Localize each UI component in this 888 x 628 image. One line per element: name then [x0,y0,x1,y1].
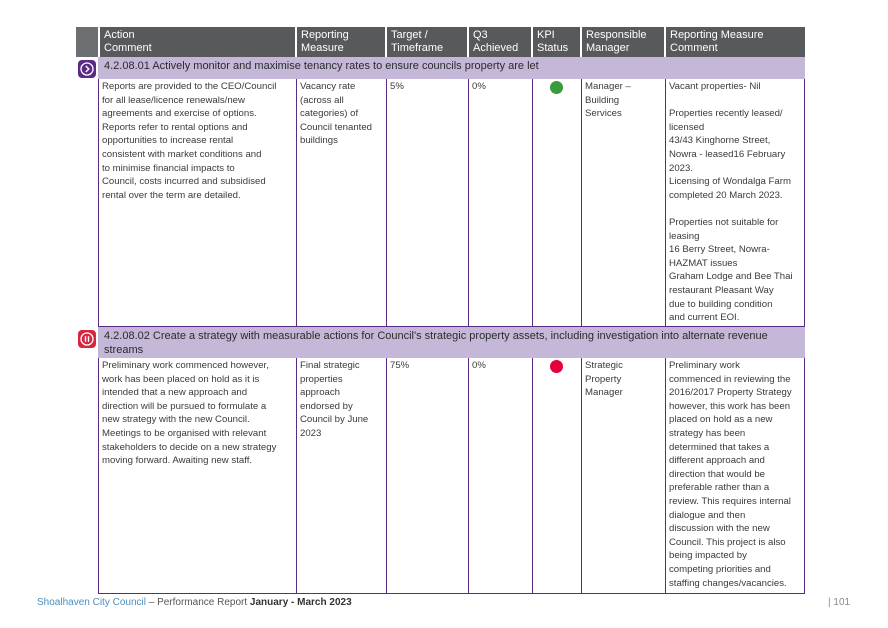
footer-separator: – [145,597,158,608]
chevron-right-circle-icon [78,60,96,78]
header-action-comment: Action Comment [100,27,295,57]
achieved-cell: 0% [468,358,532,593]
responsible-manager-cell: Strategic Property Manager [581,358,665,593]
reporting-measure-cell: Vacancy rate (across all categories) of Council tenanted buildings [296,79,386,326]
table-row [98,358,805,594]
table-row [98,79,805,327]
section-title-4-2-08-02: 4.2.08.02 Create a strategy with measurable actions for Council's strategic property assets, including investigation into alternate revenue streams [98,327,805,358]
reporting-measure-cell: Final strategic properties approach endorsed by Council by June 2023 [296,358,386,593]
footer-report: Performance Report [157,597,250,608]
header-q3-achieved: Q3 Achieved [469,27,531,57]
page-number: | 101 [828,597,851,608]
achieved-cell: 0% [468,79,532,326]
target-cell: 75% [386,358,468,593]
action-comment-cell: Reports are provided to the CEO/Council for all lease/licence renewals/new agreements and exercise of options. Reports refer to rental options and opportunities to increase rental consistent with market conditions and to minimise financial impacts to Council, costs incurred and subsidised rental over the term are detailed. [102,81,277,201]
footer-org: Shoalhaven City Council [37,597,146,608]
header-reporting-measure-comment: Reporting Measure Comment [666,27,805,57]
header-reporting-measure: Reporting Measure [297,27,385,57]
kpi-status-cell [532,358,581,593]
kpi-status-cell [532,79,581,326]
pause-circle-icon [78,330,96,348]
kpi-status-red-dot [550,360,563,373]
measure-comment-cell: Vacant properties- Nil Properties recently leased/ licensed 43/43 Kinghorne Street, Nowra - leased16 February 2023. Licensing of Wondalga Farm completed 20 March 2023. Properties not suitable for leasing 16 Berry Street, Nowra- HAZMAT issues Graham Lodge and Bee Thai restaurant Pleasant Way due to building condition and current EOI. [665,79,804,326]
target-cell: 5% [386,79,468,326]
header-target-timeframe: Target / Timeframe [387,27,467,57]
measure-comment-cell: Preliminary work commenced in reviewing the 2016/2017 Property Strategy however, this work has been placed on hold as a new strategy has been determined that takes a different approach and direction that would be preferable rather than a review. This requires internal dialogue and then discussion with the new Council. This project is also being impacted by competing priorities and staffing changes/vacancies. [665,358,804,593]
section-title-4-2-08-01: 4.2.08.01 Actively monitor and maximise tenancy rates to ensure councils property are let [98,57,805,79]
header-kpi-status: KPI Status [533,27,580,57]
header-blank-cell [76,27,98,57]
footer-report-title [37,597,352,608]
footer-period: January - March 2023 [249,597,352,608]
kpi-status-green-dot [550,81,563,94]
header-responsible-manager: Responsible Manager [582,27,664,57]
action-comment-cell: Preliminary work commenced however, work has been placed on hold as it is intended that a new approach and direction will be pursued to formulate a new strategy with the new Council. Meetings to be organised with relevant stakeholders to decide on a new strategy moving forward. Awaiting new staff. [102,360,277,467]
responsible-manager-cell: Manager – Building Services [581,79,665,326]
